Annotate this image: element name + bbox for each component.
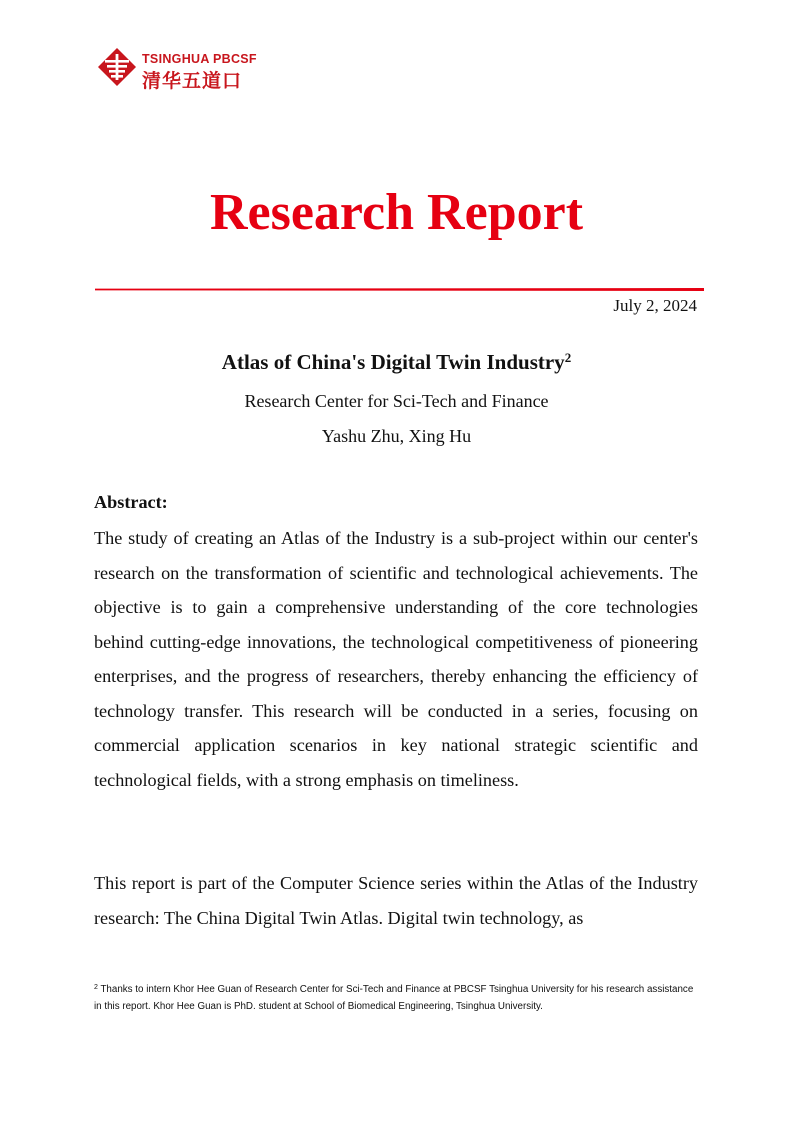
footnote-text: Thanks to intern Khor Hee Guan of Research Center for Sci-Tech and Finance at PBCSF Tsinghua University for his research assistance in this report. Khor Hee Guan is PhD. student at School of Biomedical Engineering, Tsinghua University.: [94, 984, 694, 1012]
document-title: [0, 350, 793, 375]
abstract-heading: Abstract:: [94, 492, 168, 512]
footnote: [94, 981, 700, 1015]
footnote-reference: 2: [564, 350, 572, 365]
logo-chinese-text: 清华五道口: [142, 70, 243, 92]
authors: Yashu Zhu, Xing Hu: [321, 426, 472, 446]
pbcsf-emblem-icon: [96, 46, 138, 90]
abstract-paragraph-1: The study of creating an Atlas of the Industry is a sub-project within our center's research on the transformation of scientific and technological achievements. The objective is to gain a comprehensive understanding of the core technologies behind cutting-edge innovations, the technological competitiveness of pioneering enterprises, and the progress of researchers, thereby enhancing the efficiency of technology transfer. This research will be conducted in a series, focusing on commercial application scenarios in key national strategic scientific and technological fields, with a strong emphasis on timeliness.: [94, 528, 698, 790]
abstract-paragraph-2: This report is part of the Computer Science series within the Atlas of the Industry research: The China Digital Twin Atlas. Digital twin technology, as: [94, 873, 698, 928]
report-date: July 2, 2024: [613, 296, 697, 315]
footnote-mark: 2: [94, 984, 98, 991]
document-title-text: Atlas of China's Digital Twin Industry: [221, 350, 565, 374]
logo-english-text: TSINGHUA PBCSF: [142, 52, 257, 66]
header-divider: [95, 288, 704, 291]
report-heading: Research Report: [209, 184, 584, 241]
research-center: Research Center for Sci-Tech and Finance: [244, 391, 549, 411]
